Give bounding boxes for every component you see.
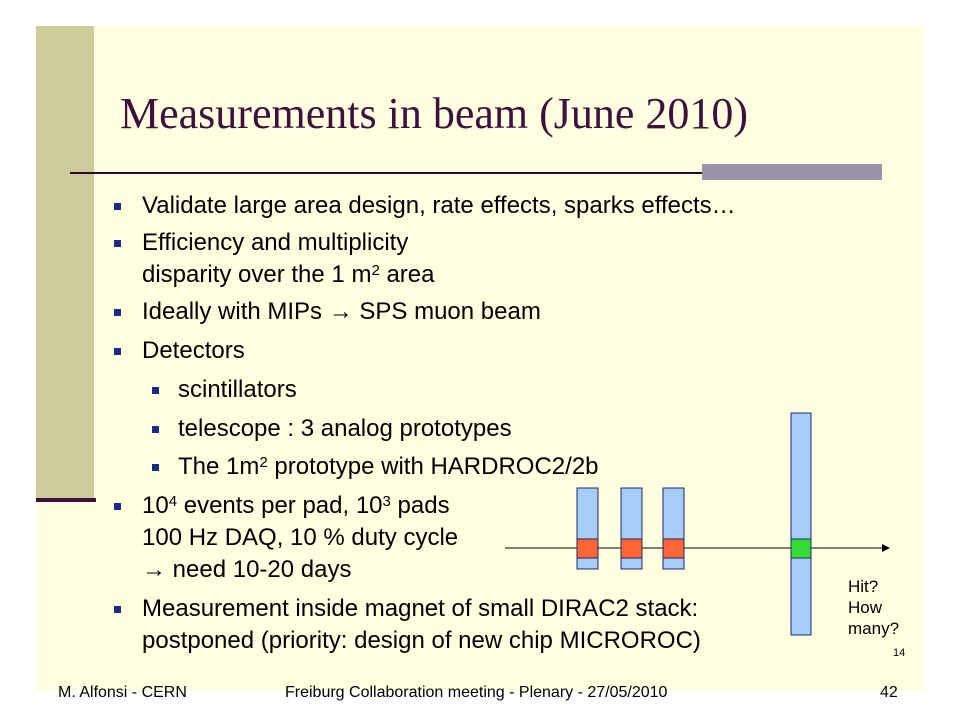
- slide-title: Measurements in beam (June 2010): [120, 89, 749, 138]
- small-chamber-2-hit: [621, 539, 642, 558]
- bullet-events: $10^4$ events per pad, $10^3$ pads 100 Hz DAQ, 10 % duty cycle → need 10-20 days: [142, 490, 458, 586]
- hit-question: Hit? How many?: [848, 577, 900, 638]
- beam-arrowhead-icon: [882, 544, 890, 552]
- small-chamber-3-hit: [663, 539, 684, 558]
- small-chamber-1-hit: [577, 539, 598, 558]
- subbullet-telescope: telescope : 3 analog prototypes: [178, 413, 512, 445]
- bullet-validate: Validate large area design, rate effects, sparks effects…: [142, 190, 736, 222]
- subbullet-prototype: The $1m^2$ prototype with HARDROC2/2b: [178, 451, 599, 483]
- footer-slide-number: 42: [880, 684, 898, 701]
- large-chamber-hit: [791, 539, 811, 558]
- footer-author: M. Alfonsi - CERN: [58, 684, 187, 701]
- bullet-efficiency: Efficiency and multiplicity disparity over the 1 $m^2$ area: [142, 227, 434, 291]
- bullet-detectors: Detectors: [142, 335, 245, 367]
- subbullet-scintillators: scintillators: [178, 374, 297, 406]
- bullet-magnet: Measurement inside magnet of small DIRAC2 stack: postponed (priority: design of new chip MICROROC): [142, 593, 701, 657]
- large-chamber: [791, 413, 811, 635]
- footer-meeting: Freiburg Collaboration meeting - Plenary - 27/05/2010: [285, 684, 668, 701]
- page-number: 14: [893, 647, 906, 659]
- bullet-mips: Ideally with MIPs → SPS muon beam: [142, 296, 541, 328]
